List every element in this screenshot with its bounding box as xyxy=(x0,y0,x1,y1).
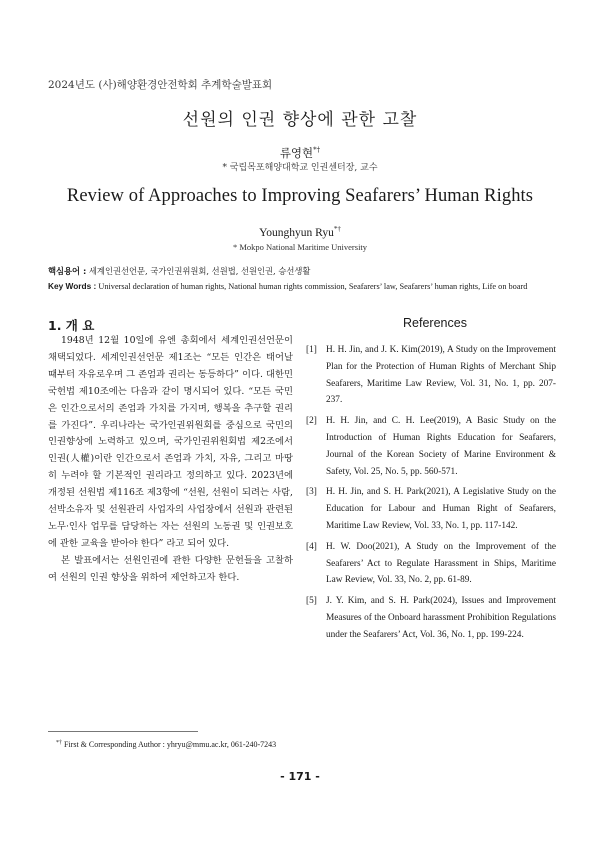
body-paragraph: 1948년 12월 10일에 유엔 총회에서 세계인권선언문이 채택되었다. 세계인권선언문 제1조는 “모든 인간은 태어날 때부터 자유로우며 그 존엄과 권리는 동등하다” 이다. 대한민국헌법 제10조에는 다음과 같이 명시되어 있다. “모든 국민은 인간으로서의 존엄과 가치를 가지며, 행복을 추구할 권리를 가진다”. 우리나라는 국가인권위원회를 중심으로 국민의 인권향상에 노력하고 있으며, 국가인권위원회법 제2조에서 인권(人權)이란 인간으로서 존엄과 가치, 자유, 그리고 마땅히 누려야 할 기본적인 권리라고 정의하고 있다. 2023년에 개정된 선원법 제116조 제3항에 “선원, 선원이 되려는 사람, 선박소유자 및 선원관리 사업자의 사업장에서 선원과 관련된 노무·인사 업무를 담당하는 자는 선원의 노동권 및 인권보호에 관한 교육을 받아야 한다” 라고 되어 있다. xyxy=(48,335,293,549)
reference-item xyxy=(306,593,556,643)
english-title: Review of Approaches to Improving Seafarers’ Human Rights xyxy=(66,186,534,206)
reference-text: H. H. Jin, and J. K. Kim(2019), A Study on the Improvement Plan for the Protection of Human Rights of Merchant Ship Seafarers, Maritime Law Review, Vol. 31, No. 1, pp. 207-237. xyxy=(326,345,556,406)
body-paragraph: 본 발표에서는 선원인권에 관한 다양한 문헌들을 고찰하여 선원의 인권 향상을 위하여 제언하고자 한다. xyxy=(48,554,293,583)
reference-number: [2] xyxy=(306,416,317,427)
reference-number: [4] xyxy=(306,541,317,552)
section-heading: 1. 개 요 xyxy=(48,318,95,333)
keywords-english-label: Key Words : xyxy=(48,281,97,291)
body-text xyxy=(48,333,293,587)
korean-affiliation: * 국립목포해양대학교 인권센터장, 교수 xyxy=(222,163,378,173)
reference-text: H. H. Jin, and S. H. Park(2021), A Legislative Study on the Education for Labour and Human Right of Seafarers, Maritime Law Review, Vol. 33, No. 1, pp. 117-142. xyxy=(326,487,556,531)
footnote-text: First & Corresponding Author : yhryu@mmu.ac.kr, 061-240-7243 xyxy=(64,740,277,749)
keywords-korean xyxy=(48,265,568,277)
korean-author-mark: *† xyxy=(313,146,321,154)
keywords-english xyxy=(48,280,568,293)
footnote-mark: *† xyxy=(56,740,62,746)
english-author-mark: *† xyxy=(333,225,341,233)
reference-item xyxy=(306,342,556,409)
reference-number: [5] xyxy=(306,596,317,607)
references-heading: References xyxy=(403,316,467,330)
reference-number: [3] xyxy=(306,487,317,498)
conference-header: 2024년도 (사)해양환경안전학회 추계학술발표회 xyxy=(48,79,273,91)
reference-item xyxy=(306,539,556,589)
korean-author-name: 류영현 xyxy=(279,146,314,160)
english-affiliation: * Mokpo National Maritime University xyxy=(232,242,368,252)
reference-list xyxy=(306,342,556,648)
reference-text: H. W. Doo(2021), A Study on the Improvement of the Seafarers’ Act to Regulate Harassment in Ships, Maritime Law Review, Vol. 33, No. 2, pp. 61-89. xyxy=(326,541,556,586)
reference-text: J. Y. Kim, and S. H. Park(2024), Issues and Improvement Measures of the Onboard harassment Prohibition Regulations under the Seafarers’ Act, Vol. 36, No. 1, pp. 199-224. xyxy=(326,596,556,640)
reference-text: H. H. Jin, and C. H. Lee(2019), A Basic Study on the Introduction of Human Rights Education for Seafarers, Journal of the Korean Society of Marine Environment & Safety, Vol. 25, No. 5, pp. 560-571. xyxy=(326,416,556,477)
english-author xyxy=(0,225,600,239)
reference-number: [1] xyxy=(306,345,317,355)
reference-item xyxy=(306,413,556,480)
reference-item xyxy=(306,484,556,534)
keywords-english-text: Universal declaration of human rights, National human rights commission, Seafarers’ law, Seafarers’ human rights, Life on board xyxy=(98,282,528,291)
footnote-divider xyxy=(48,731,198,732)
korean-title: 선원의 인권 향상에 관한 고찰 xyxy=(182,110,418,130)
korean-author xyxy=(0,145,600,161)
page-number: - 171 - xyxy=(280,770,320,783)
keywords-korean-text: 세계인권선언문, 국가인권위원회, 선원법, 선원인권, 승선생활 xyxy=(88,266,311,276)
footnote xyxy=(56,740,276,749)
english-author-name: Younghyun Ryu xyxy=(259,227,334,239)
keywords-korean-label: 핵심용어 : xyxy=(48,266,87,276)
